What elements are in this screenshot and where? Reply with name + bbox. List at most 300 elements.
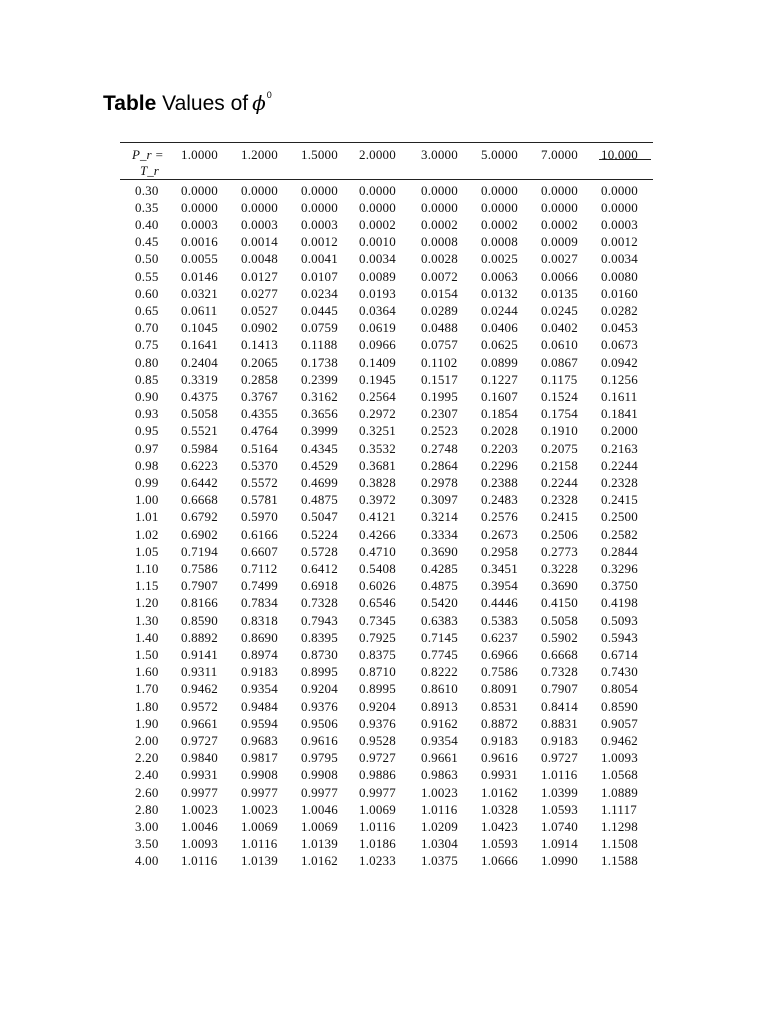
- table-cell: 0.1995: [421, 389, 458, 404]
- table-cell: 0.7925: [359, 630, 396, 645]
- table-cell: 0.1854: [481, 406, 518, 421]
- table-cell: 0.9616: [481, 750, 518, 765]
- table-cell: 0.9886: [359, 767, 396, 782]
- table-cell: 0.2328: [601, 475, 638, 490]
- table-cell: 0.0321: [181, 286, 218, 301]
- table-cell: 0.7328: [301, 595, 338, 610]
- table-cell: 0.7145: [421, 630, 458, 645]
- table-cell: 0.7586: [481, 664, 518, 679]
- tr-value: 0.99: [135, 475, 159, 490]
- table-cell: 0.0014: [241, 234, 278, 249]
- table-cell: 0.1102: [421, 355, 458, 370]
- table-cell: 0.2296: [481, 458, 518, 473]
- table-cell: 0.8690: [241, 630, 278, 645]
- table-cell: 0.1641: [181, 337, 218, 352]
- table-cell: 1.0399: [541, 785, 578, 800]
- table-cell: 0.2858: [241, 372, 278, 387]
- table-cell: 0.2483: [481, 492, 518, 507]
- table-cell: 0.9727: [359, 750, 396, 765]
- table-cell: 0.2065: [241, 355, 278, 370]
- table-cell: 0.6902: [181, 527, 218, 542]
- table-cell: 0.9484: [241, 699, 278, 714]
- table-cell: 1.0069: [301, 819, 338, 834]
- table-cell: 1.0116: [241, 836, 278, 851]
- table-cell: 0.2673: [481, 527, 518, 542]
- table-cell: 0.0027: [541, 251, 578, 266]
- table-cell: 0.4345: [301, 441, 338, 456]
- table-cell: 0.9311: [181, 664, 218, 679]
- table-cell: 0.8892: [181, 630, 218, 645]
- table-cell: 0.2748: [421, 441, 458, 456]
- table-cell: 0.6607: [241, 544, 278, 559]
- table-cell: 0.3228: [541, 561, 578, 576]
- tr-value: 0.90: [135, 389, 159, 404]
- table-cell: 0.9462: [601, 733, 638, 748]
- table-cell: 0.7586: [181, 561, 218, 576]
- table-cell: 0.0012: [301, 234, 338, 249]
- pressure-header: 5.0000: [481, 147, 518, 162]
- pressure-header: 3.0000: [421, 147, 458, 162]
- table-cell: 0.1841: [601, 406, 638, 421]
- table-cell: 0.9683: [241, 733, 278, 748]
- table-cell: 0.3532: [359, 441, 396, 456]
- table-cell: 0.9727: [181, 733, 218, 748]
- tr-value: 0.97: [135, 441, 159, 456]
- table-cell: 0.6668: [541, 647, 578, 662]
- table-cell: 0.5408: [359, 561, 396, 576]
- pressure-label: P_r =: [132, 147, 164, 162]
- table-cell: 0.5093: [601, 613, 638, 628]
- table-cell: 0.2399: [301, 372, 338, 387]
- table-cell: 0.9204: [359, 699, 396, 714]
- table-cell: 0.4355: [241, 406, 278, 421]
- table-cell: 0.9840: [181, 750, 218, 765]
- table-cell: 0.6966: [481, 647, 518, 662]
- tr-value: 0.70: [135, 320, 159, 335]
- tr-value: 0.93: [135, 406, 159, 421]
- tr-value: 1.20: [135, 595, 159, 610]
- table-cell: 0.0132: [481, 286, 518, 301]
- table-cell: 0.9057: [601, 716, 638, 731]
- table-cell: 0.8974: [241, 647, 278, 662]
- table-cell: 1.0023: [181, 802, 218, 817]
- table-cell: 0.0003: [181, 217, 218, 232]
- tr-value: 1.30: [135, 613, 159, 628]
- table-cell: 0.2244: [601, 458, 638, 473]
- table-cell: 0.6223: [181, 458, 218, 473]
- table-cell: 0.9204: [301, 681, 338, 696]
- table-cell: 0.6442: [181, 475, 218, 490]
- table-cell: 0.0008: [481, 234, 518, 249]
- table-cell: 0.4375: [181, 389, 218, 404]
- table-cell: 0.5224: [301, 527, 338, 542]
- table-cell: 0.6412: [301, 561, 338, 576]
- table-cell: 0.3162: [301, 389, 338, 404]
- table-cell: 1.0069: [359, 802, 396, 817]
- table-cell: 0.0000: [181, 200, 218, 215]
- table-cell: 1.0093: [601, 750, 638, 765]
- table-cell: 0.8166: [181, 595, 218, 610]
- table-cell: 0.0527: [241, 303, 278, 318]
- table-cell: 0.8730: [301, 647, 338, 662]
- table-cell: 0.3681: [359, 458, 396, 473]
- table-cell: 0.5902: [541, 630, 578, 645]
- table-cell: 0.6714: [601, 647, 638, 662]
- table-cell: 0.9931: [481, 767, 518, 782]
- table-cell: 0.5970: [241, 509, 278, 524]
- table-cell: 0.0000: [421, 183, 458, 198]
- table-cell: 0.0902: [241, 320, 278, 335]
- table-cell: 0.0611: [181, 303, 218, 318]
- table-cell: 1.0162: [481, 785, 518, 800]
- table-cell: 0.7194: [181, 544, 218, 559]
- table-cell: 0.0012: [601, 234, 638, 249]
- table-cell: 0.1945: [359, 372, 396, 387]
- table-cell: 0.8091: [481, 681, 518, 696]
- table-cell: 0.0193: [359, 286, 396, 301]
- table-cell: 0.0002: [541, 217, 578, 232]
- table-cell: 1.0116: [359, 819, 396, 834]
- table-cell: 0.0154: [421, 286, 458, 301]
- table-cell: 0.5383: [481, 613, 518, 628]
- table-cell: 1.0162: [301, 853, 338, 868]
- table-cell: 0.0028: [421, 251, 458, 266]
- table-cell: 0.0757: [421, 337, 458, 352]
- table-cell: 0.9616: [301, 733, 338, 748]
- table-cell: 0.0619: [359, 320, 396, 335]
- tr-value: 2.80: [135, 802, 159, 817]
- table-cell: 0.0000: [301, 200, 338, 215]
- table-cell: 0.8610: [421, 681, 458, 696]
- table-cell: 0.3972: [359, 492, 396, 507]
- table-cell: 1.0593: [481, 836, 518, 851]
- table-cell: 0.0072: [421, 269, 458, 284]
- table-cell: 1.1508: [601, 836, 638, 851]
- table-cell: 0.2576: [481, 509, 518, 524]
- table-cell: 0.0000: [241, 183, 278, 198]
- table-cell: 0.2158: [541, 458, 578, 473]
- table-cell: 0.0402: [541, 320, 578, 335]
- table-cell: 0.8710: [359, 664, 396, 679]
- tr-value: 0.55: [135, 269, 159, 284]
- table-cell: 0.9354: [421, 733, 458, 748]
- table-cell: 1.0139: [241, 853, 278, 868]
- table-cell: 0.0089: [359, 269, 396, 284]
- table-cell: 1.0023: [421, 785, 458, 800]
- table-cell: 0.3828: [359, 475, 396, 490]
- table-cell: 0.2506: [541, 527, 578, 542]
- table-cell: 0.2582: [601, 527, 638, 542]
- table-cell: 0.0160: [601, 286, 638, 301]
- table-cell: 1.0990: [541, 853, 578, 868]
- table-cell: 0.1738: [301, 355, 338, 370]
- table-cell: 0.2404: [181, 355, 218, 370]
- table-cell: 0.7745: [421, 647, 458, 662]
- tr-value: 0.85: [135, 372, 159, 387]
- tr-value: 1.50: [135, 647, 159, 662]
- table-cell: 0.6918: [301, 578, 338, 593]
- table-cell: 0.8995: [359, 681, 396, 696]
- table-cell: 0.0488: [421, 320, 458, 335]
- table-cell: 0.4875: [421, 578, 458, 593]
- table-cell: 0.7430: [601, 664, 638, 679]
- table-cell: 0.4266: [359, 527, 396, 542]
- table-cell: 0.9727: [541, 750, 578, 765]
- table-cell: 0.4121: [359, 509, 396, 524]
- table-cell: 1.0304: [421, 836, 458, 851]
- table-cell: 0.1409: [359, 355, 396, 370]
- table-cell: 0.0055: [181, 251, 218, 266]
- table-cell: 0.0008: [421, 234, 458, 249]
- table-cell: 0.7345: [359, 613, 396, 628]
- table-cell: 0.0453: [601, 320, 638, 335]
- table-cell: 0.4150: [541, 595, 578, 610]
- table-cell: 0.2415: [541, 509, 578, 524]
- table-cell: 0.2972: [359, 406, 396, 421]
- table-cell: 0.4446: [481, 595, 518, 610]
- tr-value: 0.50: [135, 251, 159, 266]
- table-cell: 0.2028: [481, 423, 518, 438]
- table-top-rule: [120, 142, 653, 143]
- table-cell: 0.3999: [301, 423, 338, 438]
- table-cell: 1.0914: [541, 836, 578, 851]
- table-cell: 0.9908: [301, 767, 338, 782]
- table-cell: 0.5521: [181, 423, 218, 438]
- table-cell: 0.1413: [241, 337, 278, 352]
- tr-value: 0.95: [135, 423, 159, 438]
- pressure-header: 1.0000: [181, 147, 218, 162]
- table-cell: 0.4710: [359, 544, 396, 559]
- table-cell: 0.9183: [241, 664, 278, 679]
- table-cell: 0.5058: [541, 613, 578, 628]
- tr-value: 1.01: [135, 509, 159, 524]
- table-cell: 0.7328: [541, 664, 578, 679]
- table-cell: 0.0000: [359, 183, 396, 198]
- table-cell: 0.0000: [601, 200, 638, 215]
- table-cell: 0.6026: [359, 578, 396, 593]
- tr-value: 0.60: [135, 286, 159, 301]
- table-cell: 0.5728: [301, 544, 338, 559]
- table-cell: 0.0034: [359, 251, 396, 266]
- table-cell: 0.0406: [481, 320, 518, 335]
- table-cell: 0.3296: [601, 561, 638, 576]
- table-cell: 0.2415: [601, 492, 638, 507]
- table-cell: 0.8318: [241, 613, 278, 628]
- tr-value: 1.00: [135, 492, 159, 507]
- table-cell: 0.3656: [301, 406, 338, 421]
- table-header-rule: [120, 179, 653, 180]
- table-cell: 0.3767: [241, 389, 278, 404]
- table-cell: 0.9795: [301, 750, 338, 765]
- table-cell: 0.9183: [541, 733, 578, 748]
- table-cell: 1.0666: [481, 853, 518, 868]
- table-cell: 0.4699: [301, 475, 338, 490]
- table-cell: 1.0186: [359, 836, 396, 851]
- table-cell: 0.0048: [241, 251, 278, 266]
- table-cell: 0.0080: [601, 269, 638, 284]
- table-cell: 0.1910: [541, 423, 578, 438]
- table-cell: 0.9141: [181, 647, 218, 662]
- table-cell: 0.9572: [181, 699, 218, 714]
- table-cell: 0.2075: [541, 441, 578, 456]
- table-cell: 0.0003: [241, 217, 278, 232]
- table-cell: 0.1227: [481, 372, 518, 387]
- tr-value: 1.02: [135, 527, 159, 542]
- table-cell: 0.0135: [541, 286, 578, 301]
- tr-value: 1.15: [135, 578, 159, 593]
- table-cell: 0.8995: [301, 664, 338, 679]
- table-cell: 0.8872: [481, 716, 518, 731]
- table-cell: 0.1517: [421, 372, 458, 387]
- table-cell: 0.3251: [359, 423, 396, 438]
- table-cell: 0.9183: [481, 733, 518, 748]
- tr-value: 0.65: [135, 303, 159, 318]
- table-cell: 0.4875: [301, 492, 338, 507]
- table-cell: 0.0899: [481, 355, 518, 370]
- table-cell: 0.0000: [301, 183, 338, 198]
- page-title: [103, 90, 272, 116]
- table-cell: 0.9977: [359, 785, 396, 800]
- table-cell: 0.9376: [359, 716, 396, 731]
- table-cell: 1.0023: [241, 802, 278, 817]
- table-cell: 0.3214: [421, 509, 458, 524]
- table-cell: 0.3750: [601, 578, 638, 593]
- table-cell: 0.0445: [301, 303, 338, 318]
- tr-value: 1.05: [135, 544, 159, 559]
- table-cell: 0.0289: [421, 303, 458, 318]
- table-cell: 1.0069: [241, 819, 278, 834]
- table-cell: 0.9977: [301, 785, 338, 800]
- table-cell: 0.0282: [601, 303, 638, 318]
- table-cell: 0.9661: [421, 750, 458, 765]
- table-cell: 0.6237: [481, 630, 518, 645]
- table-cell: 0.5781: [241, 492, 278, 507]
- table-cell: 0.0000: [421, 200, 458, 215]
- tr-value: 1.90: [135, 716, 159, 731]
- table-cell: 0.1754: [541, 406, 578, 421]
- table-cell: 1.0593: [541, 802, 578, 817]
- table-cell: 0.8590: [601, 699, 638, 714]
- table-cell: 1.1117: [601, 802, 637, 817]
- table-cell: 0.0966: [359, 337, 396, 352]
- tr-value: 0.98: [135, 458, 159, 473]
- tr-value: 0.80: [135, 355, 159, 370]
- tr-value: 2.60: [135, 785, 159, 800]
- table-cell: 1.0740: [541, 819, 578, 834]
- table-cell: 0.8414: [541, 699, 578, 714]
- table-cell: 0.1045: [181, 320, 218, 335]
- table-cell: 0.9977: [241, 785, 278, 800]
- table-cell: 1.0889: [601, 785, 638, 800]
- table-cell: 0.7499: [241, 578, 278, 593]
- table-cell: 0.3690: [421, 544, 458, 559]
- table-cell: 0.8831: [541, 716, 578, 731]
- tr-value: 0.40: [135, 217, 159, 232]
- pressure-header: 1.5000: [301, 147, 338, 162]
- table-cell: 0.6546: [359, 595, 396, 610]
- table-cell: 0.9594: [241, 716, 278, 731]
- table-cell: 0.8531: [481, 699, 518, 714]
- table-cell: 0.8913: [421, 699, 458, 714]
- tr-value: 0.35: [135, 200, 159, 215]
- table-cell: 0.4285: [421, 561, 458, 576]
- table-cell: 0.3097: [421, 492, 458, 507]
- tr-value: 3.00: [135, 819, 159, 834]
- table-cell: 0.0610: [541, 337, 578, 352]
- table-cell: 0.0000: [241, 200, 278, 215]
- table-cell: 0.9863: [421, 767, 458, 782]
- table-cell: 0.0002: [421, 217, 458, 232]
- table-cell: 0.8590: [181, 613, 218, 628]
- pressure-header: 1.2000: [241, 147, 278, 162]
- tr-value: 1.70: [135, 681, 159, 696]
- table-cell: 0.0034: [601, 251, 638, 266]
- table-cell: 0.8222: [421, 664, 458, 679]
- table-cell: 0.7907: [541, 681, 578, 696]
- table-cell: 0.2844: [601, 544, 638, 559]
- table-cell: 0.5370: [241, 458, 278, 473]
- temperature-label: T_r: [140, 163, 159, 178]
- tr-value: 2.40: [135, 767, 159, 782]
- title-superscript: 0: [266, 90, 272, 100]
- table-cell: 0.2564: [359, 389, 396, 404]
- table-cell: 0.5058: [181, 406, 218, 421]
- pressure-header: 10.000: [601, 147, 638, 162]
- table-cell: 0.4529: [301, 458, 338, 473]
- table-cell: 0.0244: [481, 303, 518, 318]
- table-cell: 0.0234: [301, 286, 338, 301]
- table-cell: 0.3451: [481, 561, 518, 576]
- table-cell: 0.9528: [359, 733, 396, 748]
- table-cell: 0.7112: [241, 561, 278, 576]
- table-cell: 0.1175: [541, 372, 578, 387]
- table-cell: 1.0209: [421, 819, 458, 834]
- table-cell: 0.0942: [601, 355, 638, 370]
- table-cell: 0.9977: [181, 785, 218, 800]
- table-cell: 0.0025: [481, 251, 518, 266]
- table-cell: 0.7834: [241, 595, 278, 610]
- table-cell: 0.5943: [601, 630, 638, 645]
- table-cell: 1.0116: [541, 767, 578, 782]
- table-cell: 0.5420: [421, 595, 458, 610]
- table-cell: 0.0002: [359, 217, 396, 232]
- table-cell: 0.0673: [601, 337, 638, 352]
- table-cell: 0.0127: [241, 269, 278, 284]
- table-cell: 0.2978: [421, 475, 458, 490]
- table-cell: 0.2203: [481, 441, 518, 456]
- table-cell: 0.5047: [301, 509, 338, 524]
- table-cell: 0.9354: [241, 681, 278, 696]
- table-cell: 0.8395: [301, 630, 338, 645]
- table-cell: 0.0003: [601, 217, 638, 232]
- table-cell: 0.0010: [359, 234, 396, 249]
- table-cell: 0.9506: [301, 716, 338, 731]
- table-cell: 0.1188: [301, 337, 338, 352]
- table-cell: 0.9817: [241, 750, 278, 765]
- table-cell: 0.2773: [541, 544, 578, 559]
- table-cell: 0.0867: [541, 355, 578, 370]
- tr-value: 0.30: [135, 183, 159, 198]
- tr-value: 4.00: [135, 853, 159, 868]
- table-cell: 1.0328: [481, 802, 518, 817]
- table-cell: 0.6668: [181, 492, 218, 507]
- table-cell: 0.5984: [181, 441, 218, 456]
- table-cell: 0.0000: [181, 183, 218, 198]
- table-cell: 0.7943: [301, 613, 338, 628]
- table-cell: 0.2958: [481, 544, 518, 559]
- table-cell: 0.0759: [301, 320, 338, 335]
- table-cell: 1.0046: [301, 802, 338, 817]
